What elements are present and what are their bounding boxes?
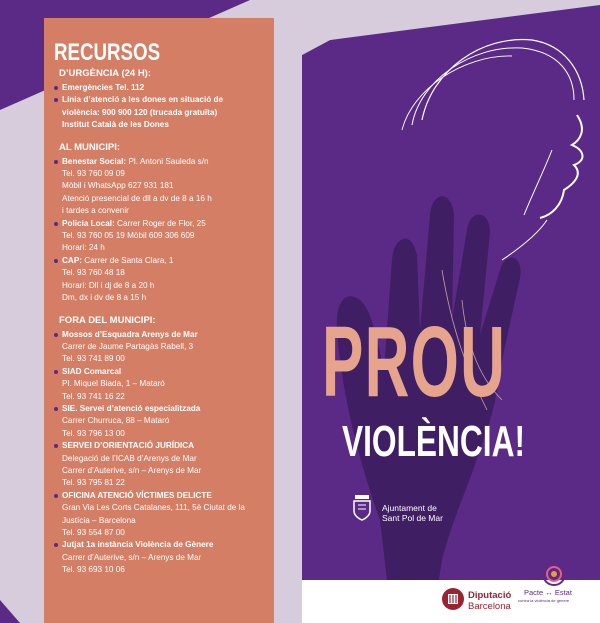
resources-title: RECURSOS xyxy=(54,39,161,66)
council-name-line2: Sant Pol de Mar xyxy=(382,513,443,523)
resource-item xyxy=(54,366,272,403)
resource-line-bold: Policia Local: xyxy=(62,218,115,228)
resource-item xyxy=(54,94,272,131)
resource-line-text: i tardes a convenir xyxy=(62,206,129,216)
subheadline: VIOLÈNCIA! xyxy=(342,417,526,466)
resource-item xyxy=(54,255,272,305)
resource-line xyxy=(62,403,272,415)
bullet-icon xyxy=(54,160,58,164)
resource-line-bold: OFICINA ATENCIÓ VÍCTIMES DELICTE xyxy=(62,490,212,500)
resource-line-text: Mòbil i WhatsApp 627 931 181 xyxy=(62,181,174,191)
resource-line-bold: Mossos d’Esquadra Arenys de Mar xyxy=(62,329,198,339)
resource-line-text: Carrer d’Auterive, s/n – Arenys de Mar xyxy=(62,552,202,562)
resource-line xyxy=(62,230,272,242)
resource-line xyxy=(62,539,272,551)
pacte-line2: contra la violència de gènere xyxy=(518,598,570,603)
resource-line-bold: CAP: xyxy=(62,255,83,265)
resource-line-text: Horari: Dll i dj de 8 a 20 h xyxy=(62,280,155,290)
resource-line xyxy=(62,193,272,205)
resource-line-text: Carrer Churruca, 88 – Mataró xyxy=(62,416,170,426)
resource-line-text: Tel. 93 760 09 09 xyxy=(62,169,125,179)
bullet-icon xyxy=(54,86,58,90)
section-heading: FORA DEL MUNICIPI: xyxy=(59,314,156,326)
resource-line xyxy=(62,502,272,514)
resource-line-bold: violència: 900 900 120 (trucada gratuïta) xyxy=(62,107,218,117)
resource-line-bold: Jutjat 1a instància Violència de Gènere xyxy=(62,540,214,550)
resource-line-text: Tel. 93 796 13 00 xyxy=(62,428,125,438)
bullet-icon xyxy=(54,407,58,411)
resource-line xyxy=(62,490,272,502)
resource-line xyxy=(62,391,272,403)
resource-line xyxy=(62,353,272,365)
resource-item xyxy=(54,440,272,490)
resource-line xyxy=(62,94,272,106)
resource-line-text: Tel. 93 795 81 22 xyxy=(62,478,125,488)
resource-item xyxy=(54,490,272,540)
resource-line xyxy=(62,205,272,217)
resource-line xyxy=(62,378,272,390)
resources-list xyxy=(54,40,272,577)
resource-line-text: Carrer Roger de Flor, 25 xyxy=(114,218,206,228)
resource-item xyxy=(54,82,272,94)
resource-line xyxy=(62,366,272,378)
resource-line xyxy=(62,341,272,353)
resource-line xyxy=(62,329,272,341)
resource-line-text: Tel. 93 693 10 06 xyxy=(62,565,125,575)
resource-line xyxy=(62,440,272,452)
resource-line xyxy=(62,82,272,94)
resource-line-text: Tel. 93 741 89 00 xyxy=(62,354,125,364)
bullet-icon xyxy=(54,259,58,263)
resource-line-bold: Línia d’atenció a les dones en situació de xyxy=(62,95,224,105)
pacte-rings-icon xyxy=(534,560,574,588)
bullet-icon xyxy=(54,222,58,226)
resource-item xyxy=(54,218,272,255)
resource-item xyxy=(54,329,272,366)
resource-line-bold: Emergències Tel. 112 xyxy=(62,83,145,92)
resource-line xyxy=(62,527,272,539)
diputacio-line1: Diputació xyxy=(468,590,512,601)
resource-line xyxy=(62,564,272,576)
resource-line xyxy=(62,428,272,440)
resource-line xyxy=(62,515,272,527)
council-name-line1: Ajuntament de xyxy=(382,503,437,513)
resource-line xyxy=(62,267,272,279)
pacte-line1: Pacte ↔ Estat xyxy=(524,588,572,597)
resource-line-bold: SIAD Comarcal xyxy=(62,366,122,376)
resource-line-text: Carrer d’Auterive, s/n – Arenys de Mar xyxy=(62,465,202,475)
bullet-icon xyxy=(54,370,58,374)
resource-line-text: Delegació de l’ICAB d’Arenys de Mar xyxy=(62,453,197,463)
resource-line xyxy=(62,477,272,489)
resource-line-bold: SIE. Servei d’atenció especialitzada xyxy=(62,403,201,413)
bullet-icon xyxy=(54,543,58,547)
bullet-icon xyxy=(54,444,58,448)
resource-line-text: Horari: 24 h xyxy=(62,243,105,253)
resource-line xyxy=(62,453,272,465)
resource-line-text: Carrer de Santa Clara, 1 xyxy=(82,255,174,265)
resource-line xyxy=(62,415,272,427)
resource-line-text: Pl. Miquel Biada, 1 – Mataró xyxy=(62,379,165,389)
section-heading: D’URGÈNCIA (24 H): xyxy=(59,68,152,79)
resource-line-text: Atenció presencial de dll a dv de 8 a 16 h xyxy=(62,193,212,203)
resource-line xyxy=(62,156,272,168)
resource-line-bold: Benestar Social: xyxy=(62,156,127,166)
resource-line-text: Tel. 93 741 16 22 xyxy=(62,391,125,401)
resource-line-text: Tel. 93 554 87 00 xyxy=(62,528,125,537)
diputacio-emblem-icon xyxy=(442,586,464,612)
resource-line xyxy=(62,119,272,131)
resource-line-text: Pl. Antoni Sauleda s/n xyxy=(126,156,209,166)
resource-line xyxy=(62,292,272,304)
bullet-icon xyxy=(54,98,58,102)
headline: PROU xyxy=(322,306,507,418)
resource-line-bold: Institut Català de les Dones xyxy=(62,120,169,130)
resource-line xyxy=(62,168,272,180)
resource-line xyxy=(62,242,272,254)
resource-line-text: Dm, dx i dv de 8 a 15 h xyxy=(62,293,147,303)
bullet-icon xyxy=(54,333,58,337)
resource-line xyxy=(62,218,272,230)
resource-line xyxy=(62,280,272,292)
resource-item xyxy=(54,403,272,440)
resource-line xyxy=(62,255,272,267)
crest-icon xyxy=(352,495,372,521)
resource-line-text: Carrer de Jaume Partagàs Rabell, 3 xyxy=(62,341,194,351)
resource-item xyxy=(54,156,272,218)
resource-line xyxy=(62,552,272,564)
resource-line-text: Tel. 93 760 05 19 Mòbil 609 306 609 xyxy=(62,231,195,241)
resource-line-text: Gran Via Les Corts Catalanes, 111, 5è Ciutat de la xyxy=(62,503,245,513)
resource-line-text: Justícia – Barcelona xyxy=(62,515,136,525)
resource-line-text: Tel. 93 760 48 18 xyxy=(62,268,125,278)
resource-line xyxy=(62,180,272,192)
diputacio-line2: Barcelona xyxy=(468,601,511,612)
section-heading: AL MUNICIPI: xyxy=(59,141,121,153)
resource-line xyxy=(62,465,272,477)
bullet-icon xyxy=(54,494,58,498)
resource-item xyxy=(54,539,272,576)
resource-line xyxy=(62,107,272,119)
resource-line-bold: SERVEI D’ORIENTACIÓ JURÍDICA xyxy=(62,441,195,451)
